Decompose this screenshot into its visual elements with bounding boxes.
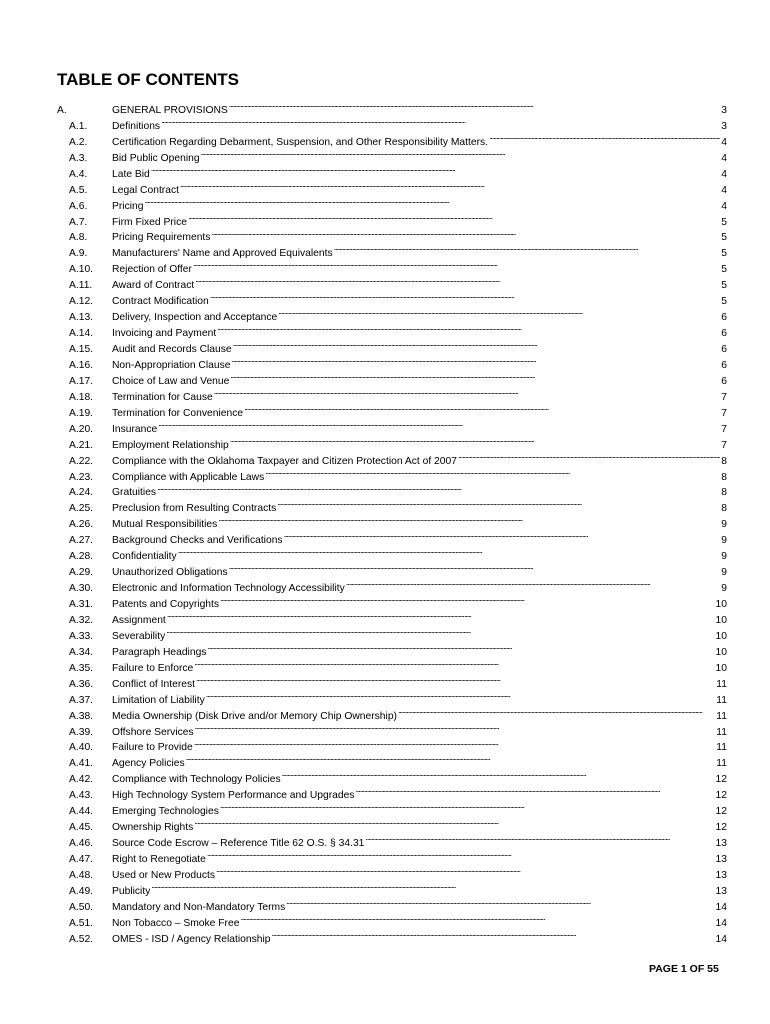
toc-entry-page: 5 xyxy=(721,280,727,292)
toc-entry-number: A.16. xyxy=(69,359,94,371)
toc-entry-number: A.49. xyxy=(69,885,94,897)
toc-entry-page: 7 xyxy=(721,439,727,451)
toc-entry-label: Source Code Escrow – Reference Title 62 O.S. § 34.31 xyxy=(112,838,365,850)
dot-leader xyxy=(167,607,715,623)
toc-entry-label: Background Checks and Verifications xyxy=(112,535,283,547)
toc-entry-number: A.2. xyxy=(69,136,88,148)
toc-entry-number: A.19. xyxy=(69,407,94,419)
toc-entry[interactable] xyxy=(57,193,727,212)
dot-leader xyxy=(186,750,716,766)
toc-entry-page: 4 xyxy=(721,200,727,212)
toc-entry-number: A.38. xyxy=(69,710,94,722)
dot-leader xyxy=(207,846,715,862)
toc-entry-label: Definitions xyxy=(112,120,161,132)
toc-entry-label: OMES - ISD / Agency Relationship xyxy=(112,933,271,945)
toc-entry-label: Firm Fixed Price xyxy=(112,216,187,228)
dot-leader xyxy=(231,352,720,368)
toc-entry-label: Employment Relationship xyxy=(112,439,229,451)
toc-entry-label: Severability xyxy=(112,630,166,642)
toc-entry-label: Failure to Provide xyxy=(112,742,193,754)
toc-entry-page: 11 xyxy=(716,726,727,738)
toc-entry[interactable] xyxy=(57,480,727,499)
toc-entry-label: Termination for Cause xyxy=(112,391,213,403)
toc-entry-page: 8 xyxy=(721,471,727,483)
toc-entry-label: Bid Public Opening xyxy=(112,152,200,164)
toc-entry-number: A.27. xyxy=(69,535,94,547)
dot-leader xyxy=(229,559,721,575)
toc-entry-label: Late Bid xyxy=(112,168,150,180)
toc-entry-number: A.14. xyxy=(69,328,94,340)
toc-entry-page: 9 xyxy=(721,519,727,531)
toc-entry-label: Agency Policies xyxy=(112,758,185,770)
toc-entry-label: Rejection of Offer xyxy=(112,264,192,276)
toc-entry-label: Limitation of Liability xyxy=(112,694,205,706)
toc-entry-page: 6 xyxy=(721,359,727,371)
toc-entry-page: 12 xyxy=(715,774,727,786)
toc-entry-label: Failure to Enforce xyxy=(112,662,194,674)
toc-entry-number: A.1. xyxy=(69,120,88,132)
toc-entry-page: 4 xyxy=(721,136,727,148)
toc-entry-number: A.41. xyxy=(69,758,94,770)
toc-entry-label: Termination for Convenience xyxy=(112,407,244,419)
dot-leader xyxy=(230,368,720,384)
toc-entry-label: Gratuities xyxy=(112,487,157,499)
toc-entry-number: A.11. xyxy=(69,280,93,292)
toc-entry-page: 10 xyxy=(715,599,727,610)
page-title: TABLE OF CONTENTS xyxy=(57,70,239,89)
toc-entry-page: 9 xyxy=(721,551,727,563)
toc-entry-page: 12 xyxy=(715,822,727,834)
toc-entry[interactable] xyxy=(57,432,727,451)
toc-entry-number: A.24. xyxy=(69,487,94,499)
dot-leader xyxy=(195,719,716,735)
toc-entry-number: A.47. xyxy=(69,854,94,865)
toc-entry-label: Manufacturers' Name and Approved Equivalents xyxy=(112,248,333,260)
toc-entry-page: 7 xyxy=(721,407,727,419)
toc-entry-number: A.23. xyxy=(69,471,94,483)
toc-entry-number: A.52. xyxy=(69,933,94,945)
toc-entry-number: A. xyxy=(57,104,67,116)
toc-entry-page: 14 xyxy=(715,933,727,945)
toc-entry-label: Pricing xyxy=(112,200,144,212)
dot-leader xyxy=(194,814,714,830)
toc-entry-label: Assignment xyxy=(112,614,166,626)
toc-entry-page: 7 xyxy=(721,391,727,403)
toc-entry-number: A.40. xyxy=(69,742,94,754)
toc-entry-page: 9 xyxy=(721,583,727,595)
toc-entry-label: Audit and Records Clause xyxy=(112,344,232,355)
dot-leader xyxy=(217,320,720,336)
toc-entry-number: A.12. xyxy=(69,296,94,308)
toc-entry-number: A.34. xyxy=(69,646,94,658)
toc-entry-number: A.32. xyxy=(69,614,94,626)
toc-entry-label: Invoicing and Payment xyxy=(112,328,217,340)
dot-leader xyxy=(188,209,720,225)
dot-leader xyxy=(151,161,720,177)
toc-entry-page: 13 xyxy=(715,885,727,897)
toc-entry-label: Delivery, Inspection and Acceptance xyxy=(112,312,278,324)
dot-leader xyxy=(195,272,720,288)
toc-entry-label: Unauthorized Obligations xyxy=(112,567,228,579)
toc-entry-label: Electronic and Information Technology Accessibility xyxy=(112,583,345,595)
toc-entry-label: Publicity xyxy=(112,885,151,897)
toc-entry-number: A.37. xyxy=(69,694,94,706)
table-of-contents xyxy=(57,97,727,945)
dot-leader xyxy=(240,910,714,926)
toc-entry-number: A.9. xyxy=(69,248,88,260)
toc-entry-page: 12 xyxy=(715,790,727,802)
toc-entry-page: 8 xyxy=(721,503,727,515)
toc-entry-page: 13 xyxy=(715,869,727,881)
dot-leader xyxy=(334,240,721,256)
toc-entry-page: 5 xyxy=(721,216,727,228)
toc-entry-page: 3 xyxy=(721,120,727,132)
toc-entry-number: A.25. xyxy=(69,503,94,515)
toc-entry-label: Confidentiality xyxy=(112,551,177,563)
dot-leader xyxy=(233,336,721,352)
dot-leader xyxy=(210,288,721,304)
toc-entry-label: Ownership Rights xyxy=(112,822,194,834)
toc-entry-label: Mandatory and Non-Mandatory Terms xyxy=(112,901,286,913)
toc-entry[interactable] xyxy=(57,177,727,196)
dot-leader xyxy=(144,193,720,209)
toc-entry-label: Certification Regarding Debarment, Suspension, and Other Responsibility Matters. xyxy=(112,136,489,148)
dot-leader xyxy=(196,671,715,687)
dot-leader xyxy=(458,448,720,464)
toc-entry-number: A.8. xyxy=(69,232,88,244)
toc-entry-number: A.22. xyxy=(69,455,94,467)
toc-entry-number: A.45. xyxy=(69,822,94,834)
toc-entry-page: 6 xyxy=(721,375,727,387)
toc-entry-number: A.46. xyxy=(69,838,94,850)
toc-entry-page: 5 xyxy=(721,264,727,276)
dot-leader xyxy=(265,464,720,480)
dot-leader xyxy=(178,543,721,559)
dot-leader xyxy=(229,97,720,113)
dot-leader xyxy=(220,798,715,814)
toc-entry-label: Non Tobacco – Smoke Free xyxy=(112,917,240,929)
toc-entry-number: A.31. xyxy=(69,599,94,610)
toc-entry-page: 6 xyxy=(721,312,727,324)
toc-entry-number: A.36. xyxy=(69,678,94,690)
dot-leader xyxy=(356,782,715,798)
dot-leader xyxy=(489,129,720,145)
dot-leader xyxy=(158,416,720,432)
dot-leader xyxy=(201,145,721,161)
toc-entry[interactable] xyxy=(57,209,727,228)
dot-leader xyxy=(206,687,716,703)
toc-entry-page: 10 xyxy=(715,662,727,674)
toc-entry-page: 3 xyxy=(721,104,727,116)
toc-entry-label: Mutual Responsibilities xyxy=(112,519,218,531)
dot-leader xyxy=(180,177,720,193)
toc-entry-label: Offshore Services xyxy=(112,726,194,738)
toc-entry-number: A.4. xyxy=(69,168,88,180)
toc-entry-label: Contract Modification xyxy=(112,296,209,308)
toc-entry-number: A.30. xyxy=(69,583,94,595)
toc-entry-number: A.26. xyxy=(69,519,94,531)
toc-entry-page: 6 xyxy=(721,344,727,355)
toc-entry-label: Patents and Copyrights xyxy=(112,599,220,610)
toc-entry-page: 8 xyxy=(721,455,727,467)
toc-entry-number: A.50. xyxy=(69,901,94,913)
dot-leader xyxy=(216,862,715,878)
toc-entry-label: Right to Renegotiate xyxy=(112,854,206,865)
dot-leader xyxy=(194,735,716,751)
dot-leader xyxy=(214,384,721,400)
toc-entry-page: 7 xyxy=(721,423,727,435)
toc-entry-page: 14 xyxy=(715,901,727,913)
toc-entry-number: A.28. xyxy=(69,551,94,563)
toc-entry-label: Used or New Products xyxy=(112,869,216,881)
toc-entry-page: 5 xyxy=(721,232,727,244)
toc-entry-label: Non-Appropriation Clause xyxy=(112,359,231,371)
dot-leader xyxy=(207,639,714,655)
toc-entry-page: 14 xyxy=(715,917,727,929)
toc-entry-page: 11 xyxy=(716,694,727,706)
toc-entry-number: A.35. xyxy=(69,662,94,674)
toc-entry-number: A.20. xyxy=(69,423,94,435)
toc-entry-label: Preclusion from Resulting Contracts xyxy=(112,503,277,515)
dot-leader xyxy=(157,480,720,496)
toc-entry-number: A.51. xyxy=(69,917,94,929)
dot-leader xyxy=(194,655,714,671)
toc-entry-page: 9 xyxy=(721,535,727,547)
toc-entry-label: Compliance with the Oklahoma Taxpayer and Citizen Protection Act of 2007 xyxy=(112,455,457,467)
dot-leader xyxy=(161,113,720,129)
toc-entry-number: A.13. xyxy=(69,312,94,324)
toc-entry-page: 5 xyxy=(721,296,727,308)
toc-entry-page: 5 xyxy=(721,248,727,260)
toc-entry-label: Compliance with Applicable Laws xyxy=(112,471,265,483)
toc-entry-page: 10 xyxy=(715,614,727,626)
toc-entry-label: Award of Contract xyxy=(112,280,195,292)
toc-entry-page: 13 xyxy=(715,854,727,865)
toc-entry[interactable] xyxy=(57,495,727,515)
toc-entry-label: Conflict of Interest xyxy=(112,678,195,690)
dot-leader xyxy=(211,225,720,241)
toc-entry-number: A.39. xyxy=(69,726,94,738)
page-number-footer: PAGE 1 OF 55 xyxy=(649,963,719,975)
dot-leader xyxy=(272,926,715,942)
dot-leader xyxy=(151,878,714,894)
toc-entry-page: 4 xyxy=(721,168,727,180)
toc-entry-number: A.29. xyxy=(69,567,94,579)
dot-leader xyxy=(230,432,721,448)
toc-entry-number: A.6. xyxy=(69,200,88,212)
toc-entry-label: Media Ownership (Disk Drive and/or Memory Chip Ownership) xyxy=(112,710,397,722)
toc-entry-page: 6 xyxy=(721,328,727,340)
toc-entry-page: 10 xyxy=(715,630,727,642)
dot-leader xyxy=(284,527,721,543)
dot-leader xyxy=(278,304,720,320)
toc-entry-page: 8 xyxy=(721,487,727,499)
toc-entry-number: A.15. xyxy=(69,344,94,355)
toc-entry-label: Pricing Requirements xyxy=(112,232,211,244)
dot-leader xyxy=(166,623,714,639)
toc-entry-number: A.5. xyxy=(69,184,88,196)
toc-entry-page: 11 xyxy=(716,758,727,770)
dot-leader xyxy=(218,511,720,527)
toc-entry-label: High Technology System Performance and Upgrades xyxy=(112,790,355,802)
toc-entry-label: Legal Contract xyxy=(112,184,179,196)
toc-entry-label: Compliance with Technology Policies xyxy=(112,774,281,786)
toc-entry-number: A.42. xyxy=(69,774,94,786)
toc-entry-number: A.7. xyxy=(69,216,88,228)
toc-entry-label: GENERAL PROVISIONS xyxy=(112,104,228,116)
toc-entry[interactable] xyxy=(57,161,727,180)
toc-entry[interactable] xyxy=(57,416,727,435)
toc-entry-page: 11 xyxy=(716,742,727,754)
toc-entry-number: A.18. xyxy=(69,391,94,403)
toc-entry-number: A.33. xyxy=(69,630,94,642)
toc-entry-label: Insurance xyxy=(112,423,158,435)
dot-leader xyxy=(365,830,714,846)
toc-entry-page: 4 xyxy=(721,184,727,196)
dot-leader xyxy=(282,766,715,782)
toc-entry-label: Paragraph Headings xyxy=(112,646,207,658)
toc-entry-number: A.10. xyxy=(69,264,94,276)
toc-entry-page: 13 xyxy=(715,838,727,850)
toc-entry-number: A.48. xyxy=(69,869,94,881)
dot-leader xyxy=(277,495,720,511)
toc-entry[interactable] xyxy=(57,894,727,913)
dot-leader xyxy=(193,256,720,272)
toc-entry-number: A.43. xyxy=(69,790,94,802)
toc-entry-label: Emerging Technologies xyxy=(112,806,219,818)
toc-entry-label: Choice of Law and Venue xyxy=(112,375,230,387)
dot-leader xyxy=(220,591,714,607)
toc-entry-page: 4 xyxy=(721,152,727,164)
toc-entry-page: 11 xyxy=(716,710,727,722)
toc-entry-page: 10 xyxy=(715,646,727,658)
toc-entry-number: A.21. xyxy=(69,439,94,451)
toc-entry[interactable] xyxy=(57,878,727,897)
toc-entry-page: 12 xyxy=(715,806,727,818)
toc-entry-number: A.17. xyxy=(69,375,94,387)
toc-entry-number: A.3. xyxy=(69,152,88,164)
dot-leader xyxy=(286,894,714,910)
toc-entry-page: 9 xyxy=(721,567,727,579)
dot-leader xyxy=(346,575,721,591)
toc-entry-page: 11 xyxy=(716,678,727,690)
dot-leader xyxy=(244,400,720,416)
dot-leader xyxy=(398,703,715,719)
toc-entry[interactable] xyxy=(57,97,727,116)
toc-entry-number: A.44. xyxy=(69,806,94,818)
